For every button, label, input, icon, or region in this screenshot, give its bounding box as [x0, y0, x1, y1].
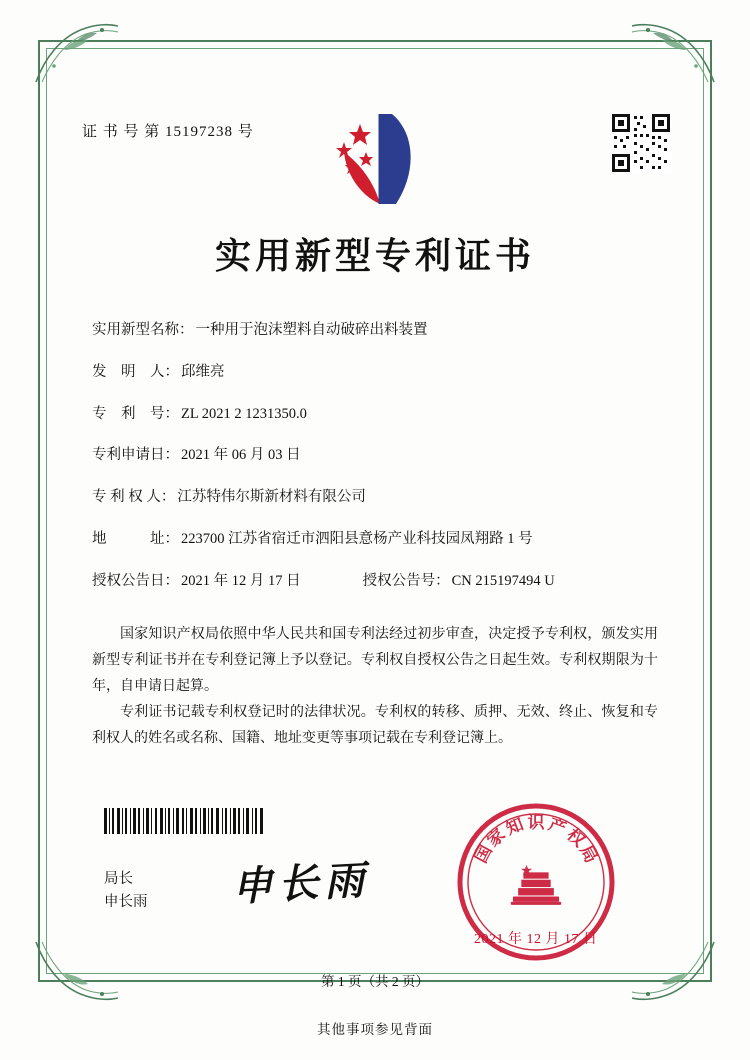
field-row-application-date: [92, 445, 652, 467]
field-label: 地 址：: [92, 530, 179, 547]
field-value: 邱维亮: [181, 363, 225, 380]
body-paragraph-1: 国家知识产权局依照中华人民共和国专利法经过初步审查，决定授予专利权，颁发实用新型专利证书并在专利登记簿上予以登记。专利权自授权公告之日起生效。专利权期限为十年，自申请日起算。: [92, 627, 658, 694]
grant-date-value: 2021 年 12 月 17 日: [181, 572, 301, 589]
field-value: 2021 年 06 月 03 日: [181, 447, 301, 464]
field-list: [92, 320, 652, 612]
grant-date-label: 授权公告日：: [92, 572, 179, 589]
barcode-icon: [104, 808, 266, 834]
body-text: [92, 622, 658, 751]
patent-office-logo-icon: [322, 108, 430, 212]
certificate-number: 证 书 号 第 15197238 号: [82, 124, 254, 140]
director-title: 局长: [104, 871, 133, 887]
field-value: 223700 江苏省宿迁市泗阳县意杨产业科技园凤翔路 1 号: [181, 530, 533, 547]
handwritten-signature: 申长雨: [231, 857, 372, 910]
body-paragraph-2: 专利证书记载专利权登记时的法律状况。专利权的转移、质押、无效、终止、恢复和专利权人的姓名或名称、国籍、地址变更等事项记载在专利登记簿上。: [92, 704, 658, 746]
grant-date-group: [92, 571, 301, 593]
qr-code-icon: [610, 112, 672, 174]
signature-block: [104, 868, 148, 914]
svg-text:知: 知: [503, 814, 527, 839]
field-row-name: [92, 320, 652, 342]
field-label: 实用新型名称：: [92, 322, 194, 338]
seal-date: 2021 年 12 月 17 日: [474, 932, 598, 947]
field-label: 专 利 权 人：: [92, 489, 176, 505]
page-number: 第 1 页（共 2 页）: [321, 974, 429, 989]
page-title: 实用新型专利证书: [214, 236, 535, 276]
field-row-inventor: [92, 362, 652, 384]
svg-text:家: 家: [483, 825, 509, 851]
svg-text:识: 识: [527, 813, 545, 832]
grant-number-group: [363, 571, 555, 593]
field-label: 专 利 号：: [92, 405, 179, 422]
field-row-address: [92, 529, 652, 551]
field-row-patent-number: [92, 404, 652, 426]
svg-text:产: 产: [545, 814, 569, 839]
field-value: 一种用于泡沫塑料自动破碎出料装置: [195, 322, 428, 338]
footer-note: 其他事项参见背面: [317, 1022, 433, 1037]
field-value: ZL 2021 2 1231350.0: [181, 405, 307, 422]
svg-text:局: 局: [576, 842, 601, 867]
director-name: 申长雨: [104, 894, 148, 911]
field-row-patentee: [92, 487, 652, 509]
field-label: 发 明 人：: [92, 363, 179, 380]
grant-number-label: 授权公告号：: [362, 572, 450, 589]
svg-text:国: 国: [471, 842, 496, 867]
grant-number-value: CN 215197494 U: [451, 572, 555, 589]
svg-text:权: 权: [563, 825, 589, 851]
field-label: 专利申请日：: [92, 447, 179, 464]
field-value: 江苏特伟尔斯新材料有限公司: [177, 489, 366, 505]
field-row-grant: [92, 571, 652, 593]
